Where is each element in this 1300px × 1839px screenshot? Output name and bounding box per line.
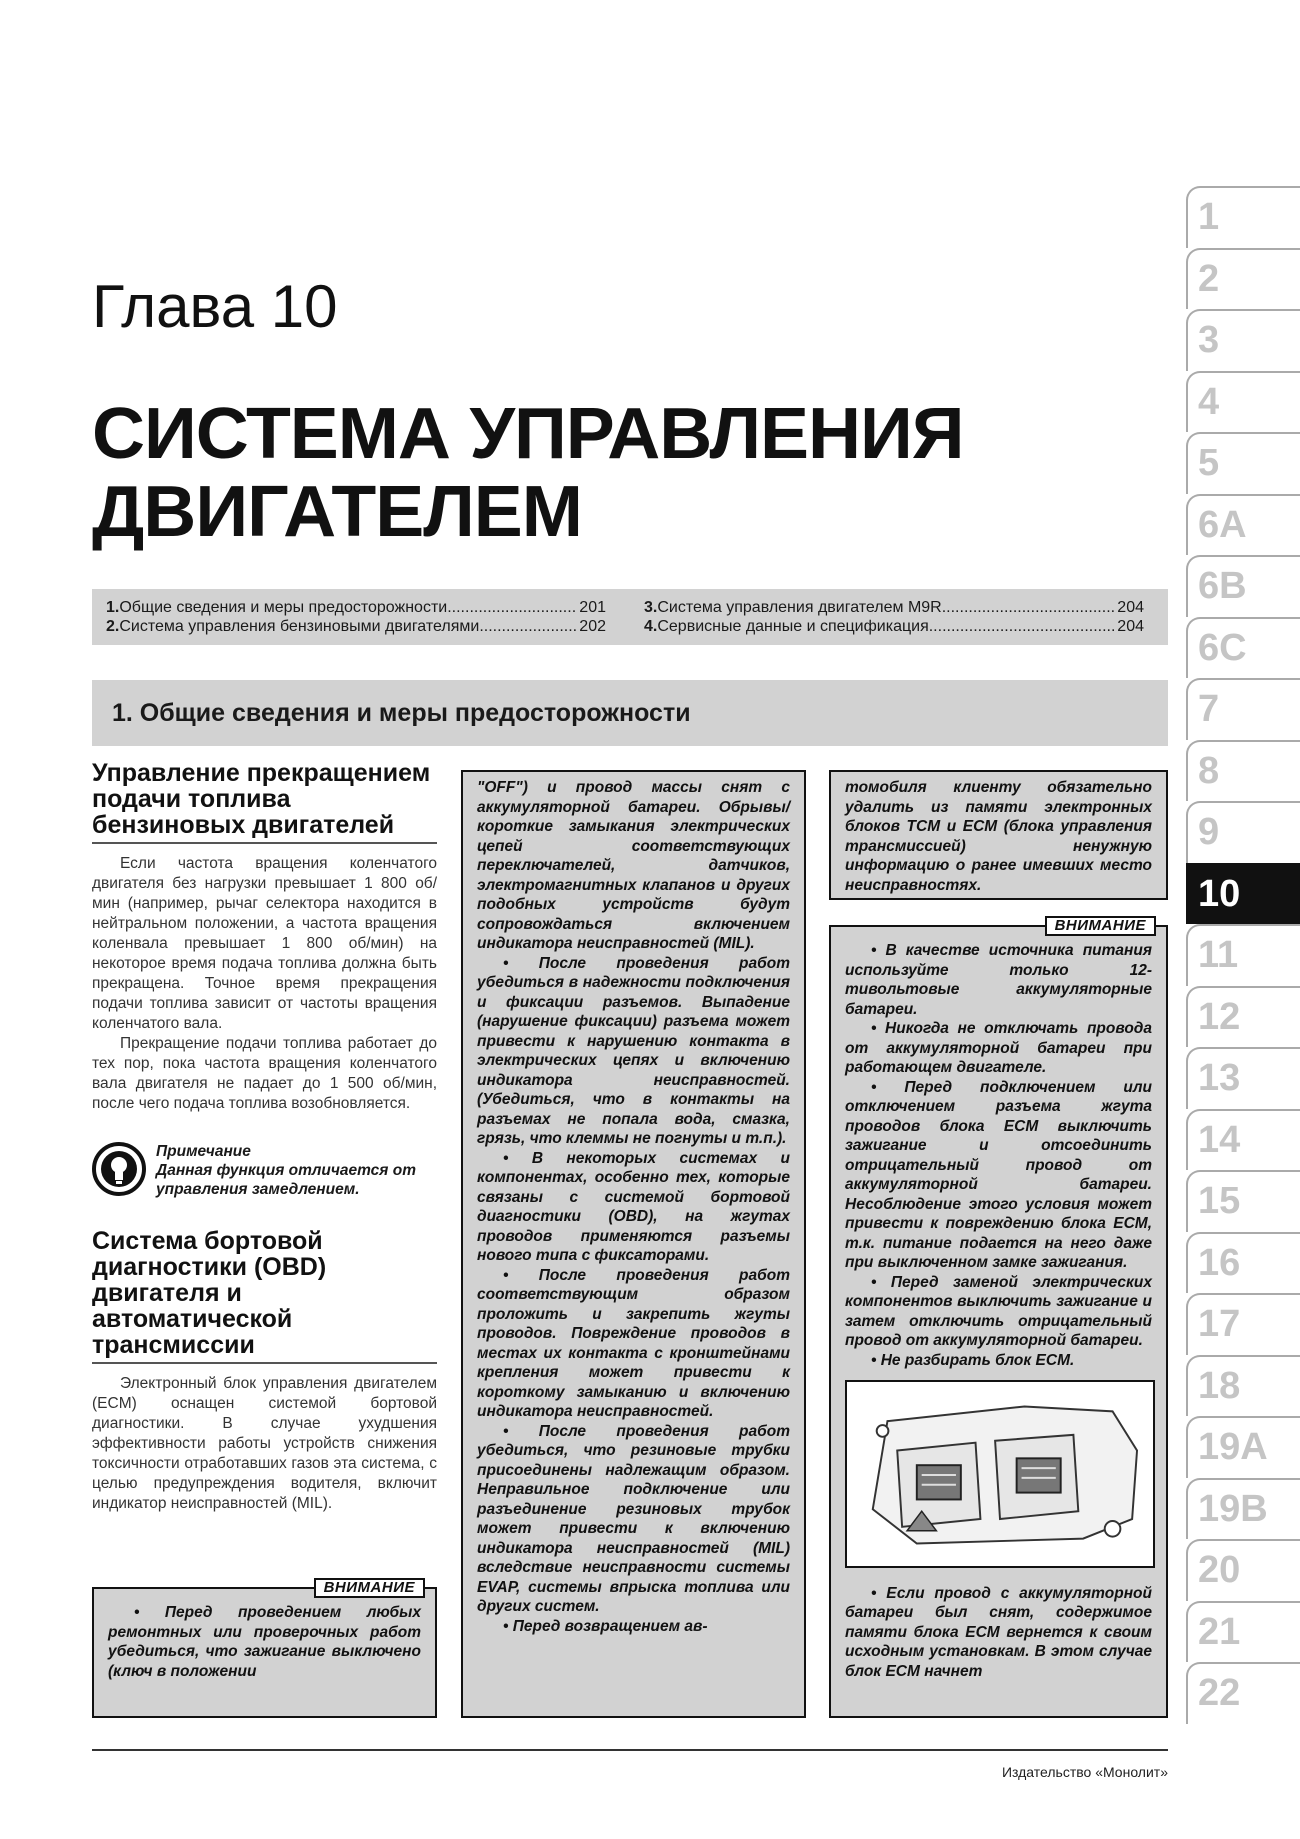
toc-column-left [106,598,606,636]
tab-chapter-3[interactable]: 3 [1186,309,1300,371]
column-left [92,760,437,1514]
warning-paragraph: • После проведения работ убедиться в надежности подключения и фиксации разъемов. Выпадение (нарушение фиксации) разъема может привести к нарушению контакта в электрических цепях и включению индикатора неисправностей. (Убедиться, что в контакты на разъемах не попала вода, смазка, грязь, что клеммы не погнуты и т.п.). [477,954,790,1147]
toc-entry-number: 3. [644,599,658,616]
chapter-title-line1: СИСТЕМА УПРАВЛЕНИЯ [92,394,964,474]
toc-entry-number: 2. [106,618,120,635]
tab-chapter-1[interactable]: 1 [1186,186,1300,248]
toc-entry-page: 204 [1117,599,1144,616]
tab-chapter-16[interactable]: 16 [1186,1232,1300,1294]
warning-box-continued [461,770,806,1718]
warning-paragraph: • После проведения работ убедиться, что резиновые трубки присоединены надлежащим образом. Неправильное подключение или разъединение резиновых трубок может привести к включению индикатора неисправностей (MIL) вследствие неисправности системы EVAP, системы впрыска топлива или других систем. [477,1422,790,1615]
chapter-thumb-index [1186,186,1300,1724]
toc-entry[interactable] [644,598,1144,617]
warning-paragraph: • Перед подключением или отключением разъема жгута проводов блока ECM выключить зажигание и отсоединить отрицательный провод от аккумуляторной батареи. Несоблюдение этого условия может привести к повреждению блока ECM, т.к. питание подается на него даже при выключенном замке зажигания. [845,1078,1152,1271]
note-text: Данная функция отличается от управления замедлением. [156,1162,416,1198]
toc-entry-page: 202 [579,618,606,635]
toc-leader-dots [447,598,577,617]
toc-leader-dots [479,617,577,636]
toc-entry-number: 4. [644,618,658,635]
chapter-title [92,395,963,551]
lightbulb-note-icon [92,1142,146,1196]
tab-chapter-10-active[interactable]: 10 [1186,863,1300,925]
note-title: Примечание [156,1143,251,1160]
toc-entry-page: 204 [1117,618,1144,635]
tab-chapter-18[interactable]: 18 [1186,1355,1300,1417]
toc-entry[interactable] [644,617,1144,636]
tab-chapter-6b[interactable]: 6B [1186,555,1300,617]
tab-chapter-9[interactable]: 9 [1186,801,1300,863]
warning-paragraph: томобиля клиенту обязательно удалить из памяти электронных блоков TCM и ECM (блока управления трансмиссией) ненужную информацию о ранее имевших место неисправностях. [845,779,1152,894]
paragraph: Если частота вращения коленчатого двигателя без нагрузки превышает 1 800 об/мин (например, рычаг селектора находится в нейтральном положении, а частота вращения коленвала превышает 1 800 об/мин) на некоторое время подача топлива должна быть прекращена. Точное время прекращения подачи топлива зависит от частоты вращения коленчатого вала. [92,855,437,1032]
warning-paragraph: "OFF") и провод массы снят с аккумуляторной батареи. Обрывы/короткие замыкания электрических цепей соответствующих переключателей, датчиков, электромагнитных клапанов и других подобных устройств будут сопровождаться включением индикатора неисправностей (MIL). [477,779,790,952]
warning-label: ВНИМАНИЕ [1045,916,1156,936]
tab-chapter-4[interactable]: 4 [1186,371,1300,433]
tab-chapter-6c[interactable]: 6C [1186,617,1300,679]
toc-leader-dots [929,617,1116,636]
ecm-unit-illustration [845,1380,1155,1568]
tab-chapter-14[interactable]: 14 [1186,1109,1300,1171]
tab-chapter-7[interactable]: 7 [1186,678,1300,740]
warning-label: ВНИМАНИЕ [314,1578,425,1598]
tab-chapter-6a[interactable]: 6A [1186,494,1300,556]
paragraph: Электронный блок управления двигателем (ECM) оснащен системой бортовой диагностики. В случае ухудшения эффективности работы устройств снижения токсичности отработавших газов эта система, с целью предупреждения водителя, включит индикатор неисправностей (MIL). [92,1375,437,1512]
warning-paragraph: • Если провод с аккумуляторной батареи был снят, содержимое памяти блока ECM вернется к своим исходным установкам. В этом случае блок ECM начнет [845,1584,1152,1680]
chapter-contents [92,589,1168,645]
subheading-obd: Система бортовой диагностики (OBD) двигателя и автоматической трансмиссии [92,1228,437,1364]
toc-entry-page: 201 [579,599,606,616]
warning-box [92,1579,437,1718]
footer-divider [92,1749,1168,1751]
toc-entry[interactable] [106,617,606,636]
section-title: 1. Общие сведения и меры предосторожности [92,680,1168,746]
toc-entry-title: Система управления двигателем M9R [657,599,942,616]
warning-paragraph: • Никогда не отключать провода от аккумуляторной батареи при работающем двигателе. [845,1020,1152,1076]
warning-paragraph: • Перед заменой электрических компонентов выключить зажигание и затем отключить отрицательный провод от аккумуляторной батареи. [845,1273,1152,1349]
warning-text: • Перед проведением любых ремонтных или проверочных работ убедиться, что зажигание выключено (ключ в положении [108,1604,421,1680]
tab-chapter-17[interactable]: 17 [1186,1293,1300,1355]
chapter-title-line2: ДВИГАТЕЛЕМ [92,472,582,552]
chapter-label: Глава 10 [92,273,338,340]
tab-chapter-15[interactable]: 15 [1186,1170,1300,1232]
toc-entry-title: Система управления бензиновыми двигателями [119,618,480,635]
paragraph: Прекращение подачи топлива работает до тех пор, пока частота вращения коленчатого вала двигателя не падает до 1 500 об/мин, после чего подача топлива возобновляется. [92,1035,437,1112]
toc-leader-dots [942,598,1116,617]
tab-chapter-21[interactable]: 21 [1186,1601,1300,1663]
note-block [92,1142,437,1200]
tab-chapter-13[interactable]: 13 [1186,1047,1300,1109]
tab-chapter-19a[interactable]: 19A [1186,1416,1300,1478]
warning-paragraph: • Не разбирать блок ECM. [871,1351,1075,1369]
tab-chapter-19b[interactable]: 19B [1186,1478,1300,1540]
tab-chapter-12[interactable]: 12 [1186,986,1300,1048]
tab-chapter-5[interactable]: 5 [1186,432,1300,494]
toc-column-right [644,598,1144,636]
tab-chapter-20[interactable]: 20 [1186,1539,1300,1601]
warning-box-continued [829,770,1168,900]
warning-paragraph: • В качестве источника питания используйте только 12-тивольтовые аккумуляторные батареи. [845,942,1152,1018]
tab-chapter-2[interactable]: 2 [1186,248,1300,310]
tab-chapter-11[interactable]: 11 [1186,924,1300,986]
subheading-fuel-cut: Управление прекращением подачи топлива бензиновых двигателей [92,760,437,844]
toc-entry-title: Общие сведения и меры предосторожности [119,599,448,616]
toc-entry[interactable] [106,598,606,617]
warning-paragraph: • В некоторых системах и компонентах, особенно тех, которые связаны с системой бортовой диагностики (OBD), на жгутах проводов применяются разъемы нового типа с фиксаторами. [477,1149,790,1264]
tab-chapter-8[interactable]: 8 [1186,740,1300,802]
warning-box [829,917,1168,1718]
warning-paragraph: • После проведения работ соответствующим образом проложить и закрепить жгуты проводов. Повреждение проводов в местах их контакта с кронштейнами крепления может привести к короткому замыканию и включению индикатора неисправностей. [477,1266,790,1420]
warning-paragraph: • Перед возвращением ав- [503,1617,708,1635]
toc-entry-title: Сервисные данные и спецификация [657,618,929,635]
tab-chapter-22[interactable]: 22 [1186,1662,1300,1724]
toc-entry-number: 1. [106,599,120,616]
publisher-footer: Издательство «Монолит» [1001,1764,1168,1780]
